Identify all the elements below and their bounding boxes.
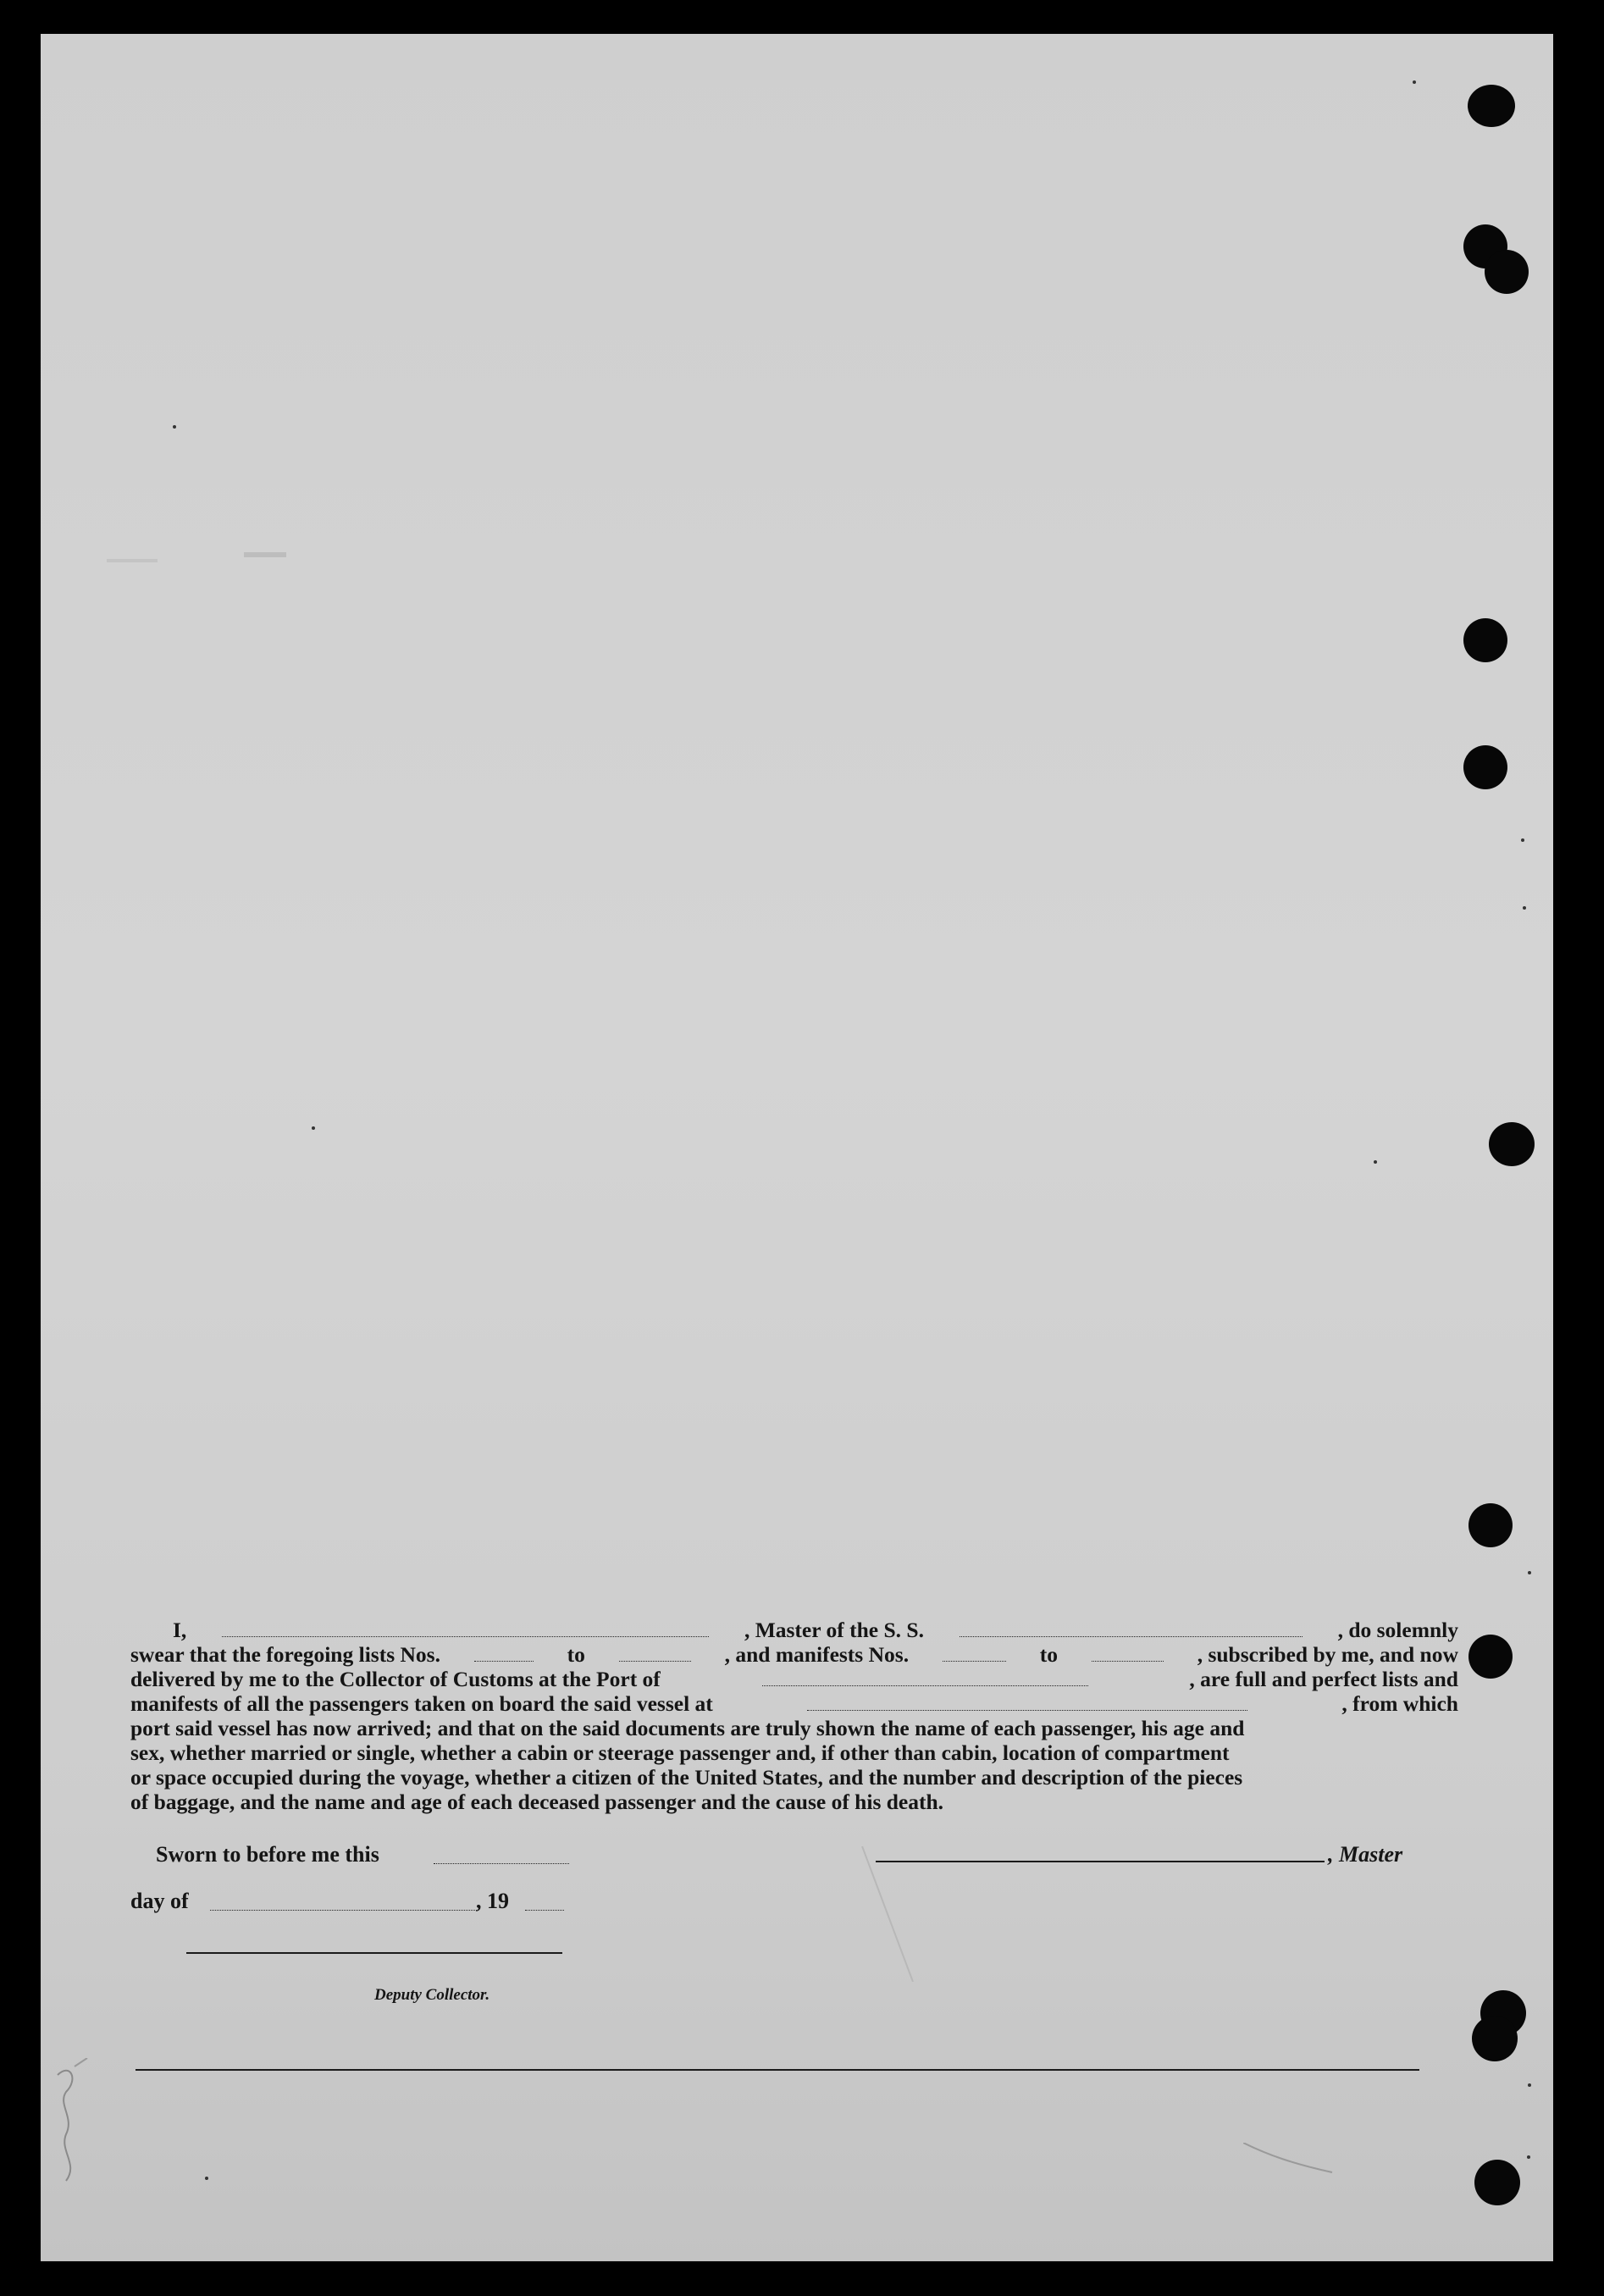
oath-line-7	[130, 1765, 1458, 1790]
oath-text: to	[1039, 1642, 1059, 1667]
blank-vessel-name[interactable]	[960, 1635, 1303, 1637]
crease-mark	[854, 1846, 921, 1982]
oath-text: or space occupied during the voyage, whether a citizen of the United States, and the number and description of the pieces	[130, 1765, 1243, 1790]
blank-list-from[interactable]	[474, 1660, 534, 1662]
faint-mark	[244, 552, 286, 557]
punch-hole	[1468, 1503, 1513, 1547]
speck	[1527, 2155, 1530, 2159]
oath-text: to	[567, 1642, 585, 1667]
oath-text: , Master of the S. S.	[744, 1618, 924, 1642]
oath-text: , subscribed by me, and now	[1197, 1642, 1458, 1667]
oath-line-8	[130, 1790, 1458, 1814]
speck	[1528, 1571, 1531, 1574]
blank-embark-port[interactable]	[807, 1709, 1247, 1711]
deputy-signature-line[interactable]	[186, 1952, 562, 1954]
blank-month[interactable]	[210, 1909, 477, 1911]
punch-hole	[1489, 1122, 1535, 1166]
oath-line-6	[130, 1740, 1458, 1765]
oath-text: I,	[173, 1618, 187, 1642]
oath-text: manifests of all the passengers taken on board the said vessel at	[130, 1691, 713, 1716]
speck	[1413, 80, 1416, 84]
blank-port[interactable]	[762, 1685, 1088, 1686]
oath-text: , and manifests Nos.	[724, 1642, 910, 1667]
oath-text: sex, whether married or single, whether a cabin or steerage passenger and, if other than cabin, location of compartment	[130, 1740, 1230, 1765]
oath-text: of baggage, and the name and age of each deceased passenger and the cause of his death.	[130, 1790, 944, 1814]
speck	[1528, 2083, 1531, 2087]
oath-line-3	[130, 1667, 1458, 1691]
document-page	[41, 34, 1553, 2261]
deputy-collector-label: Deputy Collector.	[374, 1986, 490, 2004]
day-of-label	[130, 1889, 189, 1914]
speck	[1374, 1160, 1377, 1164]
year-text: , 19	[476, 1889, 509, 1913]
punch-hole	[1472, 2016, 1518, 2061]
blank-manifest-from[interactable]	[943, 1660, 1006, 1662]
blank-year[interactable]	[525, 1909, 564, 1911]
speck	[312, 1126, 315, 1130]
blank-list-to[interactable]	[619, 1660, 691, 1662]
punch-hole	[1463, 618, 1507, 662]
speck	[1523, 906, 1526, 910]
year-label	[476, 1889, 509, 1914]
oath-line-1	[130, 1618, 1458, 1642]
oath-text: port said vessel has now arrived; and that on the said documents are truly shown the name of each passenger, his age and	[130, 1716, 1245, 1740]
scratch-mark	[1243, 2143, 1336, 2177]
oath-line-2	[130, 1642, 1458, 1667]
oath-text: , are full and perfect lists and	[1189, 1667, 1458, 1691]
oath-text: , do solemnly	[1337, 1618, 1458, 1642]
punch-hole	[1474, 2160, 1520, 2205]
master-text: , Master	[1328, 1842, 1403, 1867]
speck	[173, 425, 176, 429]
blank-sworn-day[interactable]	[434, 1862, 569, 1864]
speck	[205, 2177, 208, 2180]
oath-line-4	[130, 1691, 1458, 1716]
faint-mark	[107, 559, 158, 562]
sworn-text: Sworn to before me this	[156, 1842, 379, 1867]
punch-hole	[1485, 250, 1529, 294]
punch-hole	[1468, 85, 1515, 127]
punch-hole	[1468, 1635, 1513, 1679]
oath-text: delivered by me to the Collector of Customs at the Port of	[130, 1667, 661, 1691]
oath-text: , from which	[1341, 1691, 1458, 1716]
sworn-label	[156, 1842, 379, 1867]
speck	[1521, 838, 1524, 842]
oath-line-5	[130, 1716, 1458, 1740]
blank-manifest-to[interactable]	[1092, 1660, 1164, 1662]
master-signature-line[interactable]	[876, 1861, 1325, 1862]
oath-paragraph	[130, 1618, 1458, 1814]
day-of-text: day of	[130, 1889, 189, 1913]
punch-hole	[1463, 745, 1507, 789]
bottom-rule	[136, 2069, 1419, 2071]
master-label	[1328, 1842, 1402, 1867]
oath-text: swear that the foregoing lists Nos.	[130, 1642, 440, 1667]
blank-master-name[interactable]	[222, 1635, 709, 1637]
handwritten-margin-mark	[41, 2058, 100, 2185]
